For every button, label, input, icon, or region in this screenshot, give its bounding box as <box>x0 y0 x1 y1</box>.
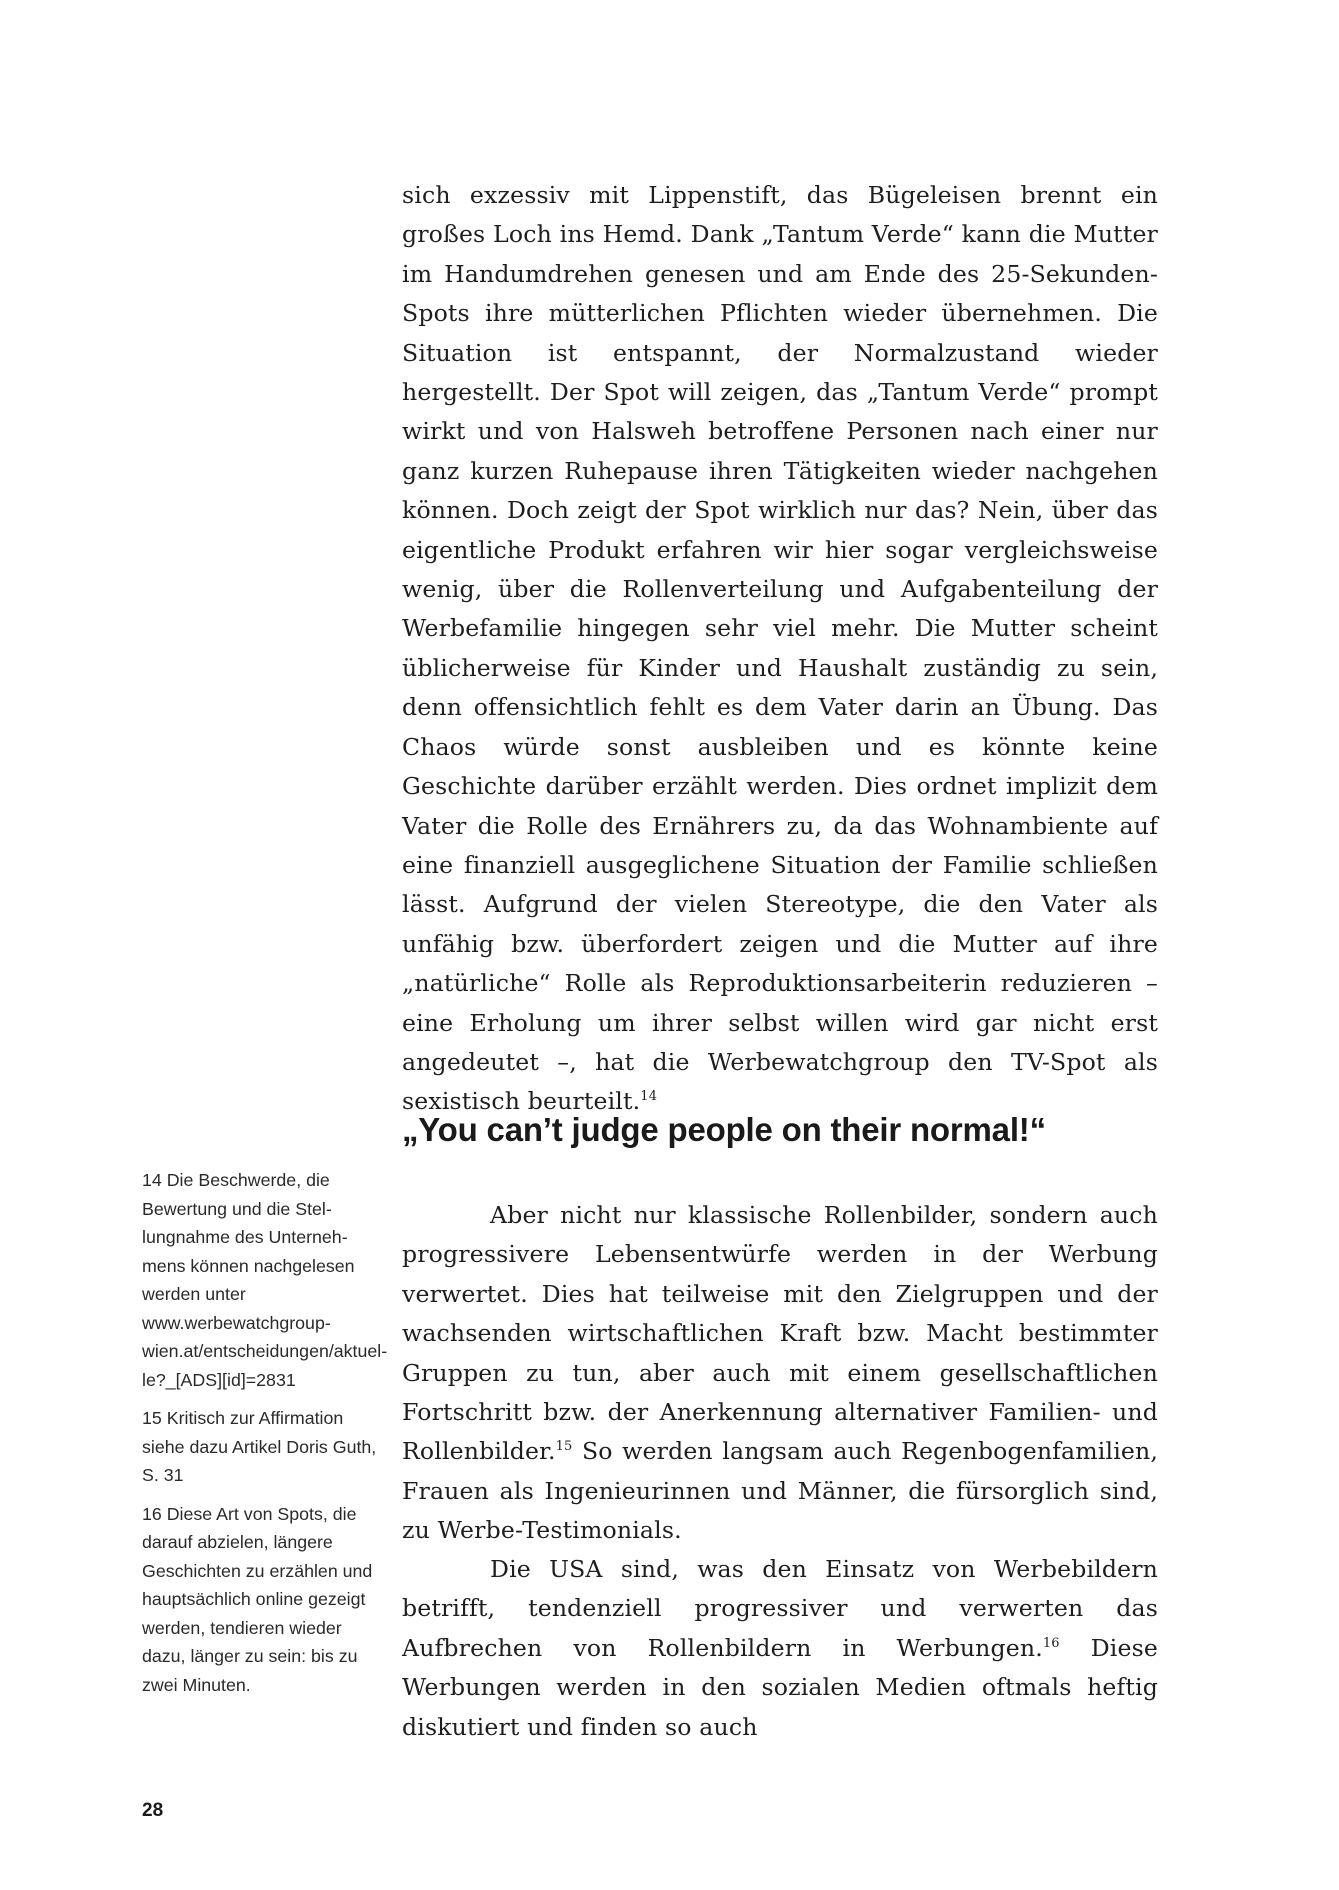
section-heading: „You can’t judge people on their normal!“ <box>402 1111 1046 1148</box>
main-text-paragraph-1 <box>402 176 1158 1122</box>
paragraph-1-text: sich exzessiv mit Lippenstift, das Bügeleisen brennt ein großes Loch ins Hemd. Dank „Tantum Verde“ kann die Mutter im Handumdrehen genesen und am Ende des 25-Sekunden-Spots ihre mütterlichen Pflichten wieder übernehmen. Die Situation ist entspannt, der Normalzustand wieder hergestellt. Der Spot will zeigen, das „Tantum Verde“ prompt wirkt und von Halsweh betroffene Personen nach einer nur ganz kurzen Ruhepause ihren Tätigkeiten wieder nachgehen können. Doch zeigt der Spot wirklich nur das? Nein, über das eigentliche Produkt erfahren wir hier sogar vergleichsweise wenig, über die Rollenverteilung und Aufgabenteilung der Werbefamilie hingegen sehr viel mehr. Die Mutter scheint üblicherweise für Kinder und Haushalt zuständig zu sein, denn offensichtlich fehlt es dem Vater darin an Übung. Das Chaos würde sonst ausbleiben und es könnte keine Geschichte darüber erzählt werden. Dies ordnet implizit dem Vater die Rolle des Ernährers zu, da das Wohnambiente auf eine finanziell ausgeglichene Situation der Familie schließen lässt. Aufgrund der vielen Stereotype, die den Vater als unfähig bzw. überfordert zeigen und die Mutter auf ihre „natürliche“ Rolle als Reproduktionsarbeiterin reduzieren – eine Erholung um ihrer selbst willen wird gar nicht erst angedeutet –, hat die Werbewatchgroup den TV-Spot als sexistisch beurteilt. <box>402 181 1158 1116</box>
footnote-15: 15 Kritisch zur Affirmation siehe dazu Artikel Doris Guth, S. 31 <box>142 1408 377 1485</box>
paragraph-3-text: Die USA sind, was den Einsatz von Werbebildern betrifft, tendenziell progressiver und verwerten das Aufbrechen von Rollenbildern in Werbungen. <box>402 1555 1158 1662</box>
paragraph-2-continuation: So werden langsam auch Regenbogenfamilien, Frauen als Ingenieurinnen und Männer, die fürsorglich sind, zu Werbe-Testimonials. <box>402 1437 1158 1545</box>
paragraph-2-text: Aber nicht nur klassische Rollenbilder, sondern auch progressivere Lebensentwürfe werden in der Werbung verwertet. Dies hat teilweise mit den Zielgruppen und der wachsenden wirtschaftlichen Kraft bzw. Macht bestimmter Gruppen zu tun, aber auch mit einem gesellschaftlichen Fortschritt bzw. der Anerkennung alternativer Familien- und Rollenbilder. <box>402 1201 1158 1466</box>
footnote-ref-14[interactable]: 14 <box>640 1089 658 1105</box>
footnotes-sidebar <box>142 1166 388 1709</box>
footnote-ref-15[interactable]: 15 <box>555 1439 573 1455</box>
main-text-paragraph-2 <box>402 1196 1158 1551</box>
footnote-14: 14 Die Beschwerde, die Bewertung und die Stellungnahme des Unternehmens können nachgelesen werden unter www.werbewatchgroup-wien.at/entscheidungen/aktuelle?_[ADS][id]=2831 <box>142 1170 388 1390</box>
footnote-ref-16[interactable]: 16 <box>1042 1635 1060 1651</box>
main-text-paragraph-3 <box>402 1550 1158 1747</box>
footnote-16: 16 Diese Art von Spots, die darauf abzielen, längere Geschichten zu erzählen und hauptsächlich online gezeigt werden, tendieren wieder dazu, länger zu sein: bis zu zwei Minuten. <box>142 1503 373 1695</box>
page-number: 28 <box>142 1800 164 1821</box>
paragraph-3-continuation: Diese Werbungen werden in den sozialen Medien oftmals heftig diskutiert und finden so auch <box>402 1633 1158 1741</box>
